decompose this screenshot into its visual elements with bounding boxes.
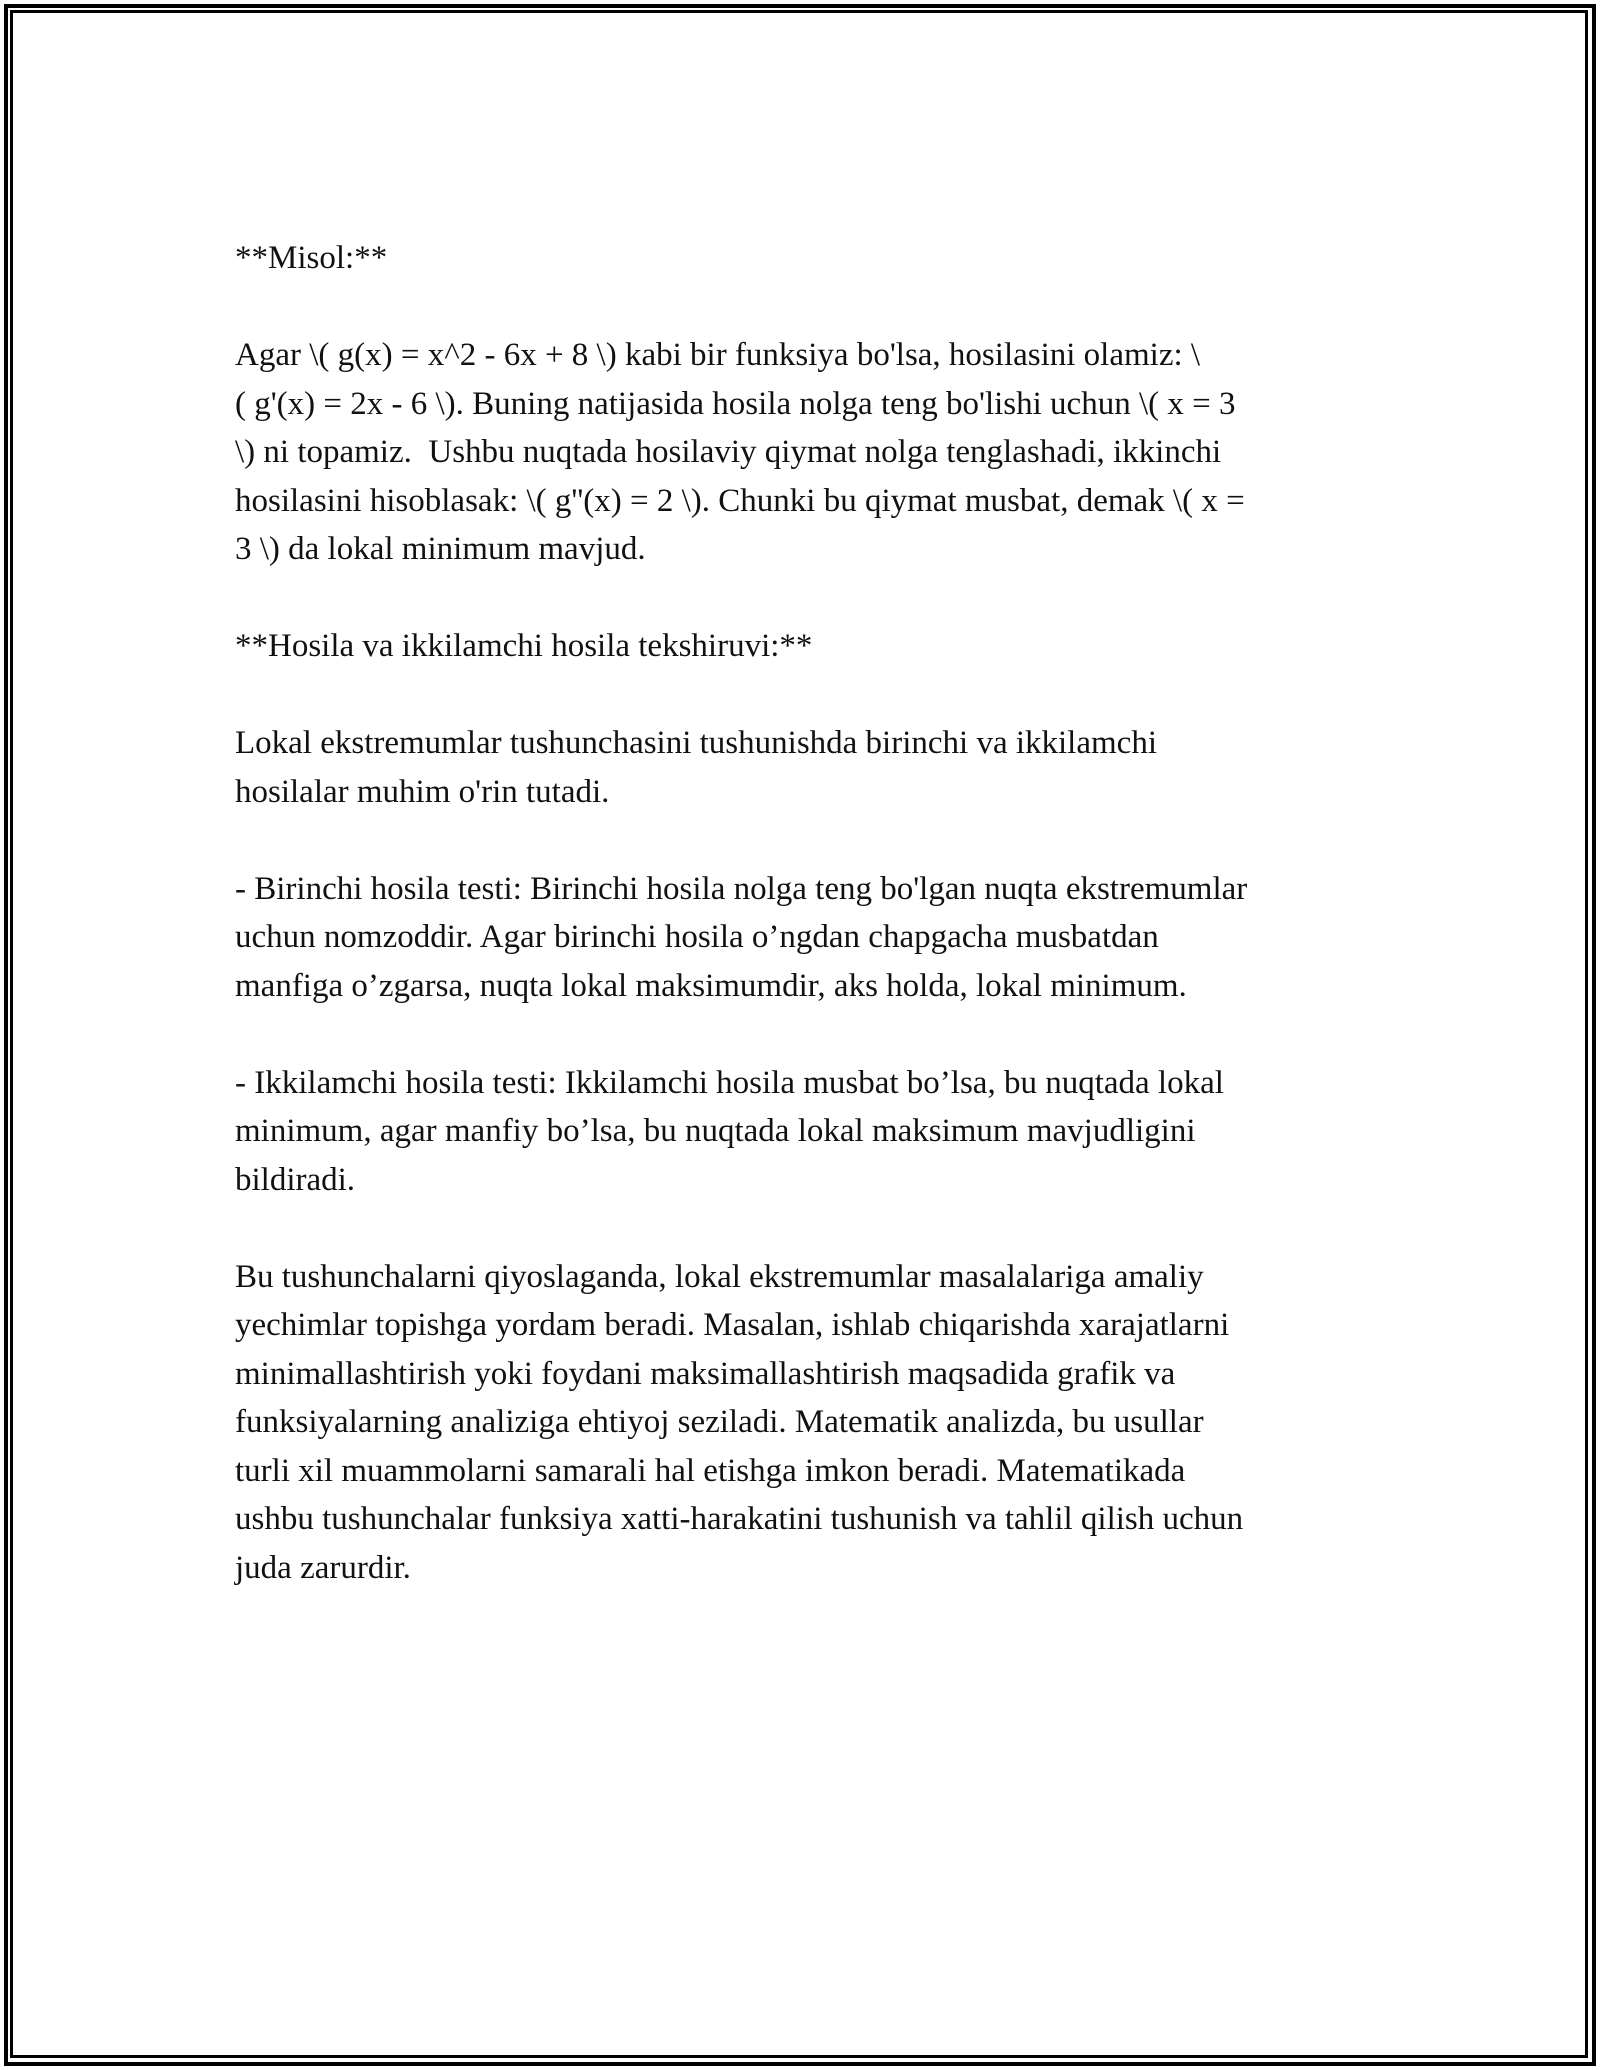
text-line: turli xil muammolarni samarali hal etishga imkon beradi. Matematikada <box>235 1452 1186 1489</box>
example-paragraph <box>235 331 1370 574</box>
tests-heading-text: **Hosila va ikkilamchi hosila tekshiruvi:** <box>235 628 813 664</box>
document-body <box>235 234 1370 1641</box>
text-line: Agar \( g(x) = x^2 - 6x + 8 \) kabi bir funksiya bo'lsa, hosilasini olamiz: \ <box>235 337 1201 373</box>
first-derivative-test-item <box>235 865 1370 1011</box>
text-line: hosilasini hisoblasak: \( g''(x) = 2 \). Chunki bu qiymat musbat, demak \( x = <box>235 482 1245 519</box>
text-line: minimum, agar manfiy bo’lsa, bu nuqtada lokal maksimum mavjudligini <box>235 1113 1196 1149</box>
text-line: \) ni topamiz. Ushbu nuqtada hosilaviy qiymat nolga tenglashadi, ikkinchi <box>235 434 1222 470</box>
text-line: minimallashtirish yoki foydani maksimallashtirish maqsadida grafik va <box>235 1355 1176 1392</box>
text-line: ushbu tushunchalar funksiya xatti-harakatini tushunish va tahlil qilish uchun <box>235 1501 1244 1537</box>
text-line: yechimlar topishga yordam beradi. Masalan, ishlab chiqarishda xarajatlarni <box>235 1307 1230 1343</box>
text-line: hosilalar muhim o'rin tutadi. <box>235 773 610 810</box>
text-line: juda zarurdir. <box>235 1549 411 1586</box>
second-derivative-test-item <box>235 1059 1370 1205</box>
text-line: ( g'(x) = 2x - 6 \). Buning natijasida hosila nolga teng bo'lishi uchun \( x = 3 <box>235 385 1236 422</box>
text-line: Bu tushunchalarni qiyoslaganda, lokal ekstremumlar masalalariga amaliy <box>235 1258 1204 1295</box>
text-line: 3 \) da lokal minimum mavjud. <box>235 531 646 567</box>
tests-heading <box>235 622 1370 671</box>
text-line: - Ikkilamchi hosila testi: Ikkilamchi hosila musbat bo’lsa, bu nuqtada lokal <box>235 1064 1224 1101</box>
text-line: bildiradi. <box>235 1161 356 1198</box>
example-heading-text: **Misol:** <box>235 240 388 276</box>
text-line: manfiga o’zgarsa, nuqta lokal maksimumdir, aks holda, lokal minimum. <box>235 967 1187 1004</box>
intro-paragraph <box>235 719 1370 816</box>
text-line: Lokal ekstremumlar tushunchasini tushunishda birinchi va ikkilamchi <box>235 725 1157 761</box>
text-line: funksiyalarning analiziga ehtiyoj seziladi. Matematik analizda, bu usullar <box>235 1404 1204 1440</box>
text-line: - Birinchi hosila testi: Birinchi hosila nolga teng bo'lgan nuqta ekstremumlar <box>235 870 1248 907</box>
text-line: uchun nomzoddir. Agar birinchi hosila o’ngdan chapgacha musbatdan <box>235 919 1159 955</box>
conclusion-paragraph <box>235 1253 1370 1593</box>
example-heading <box>235 234 1370 283</box>
